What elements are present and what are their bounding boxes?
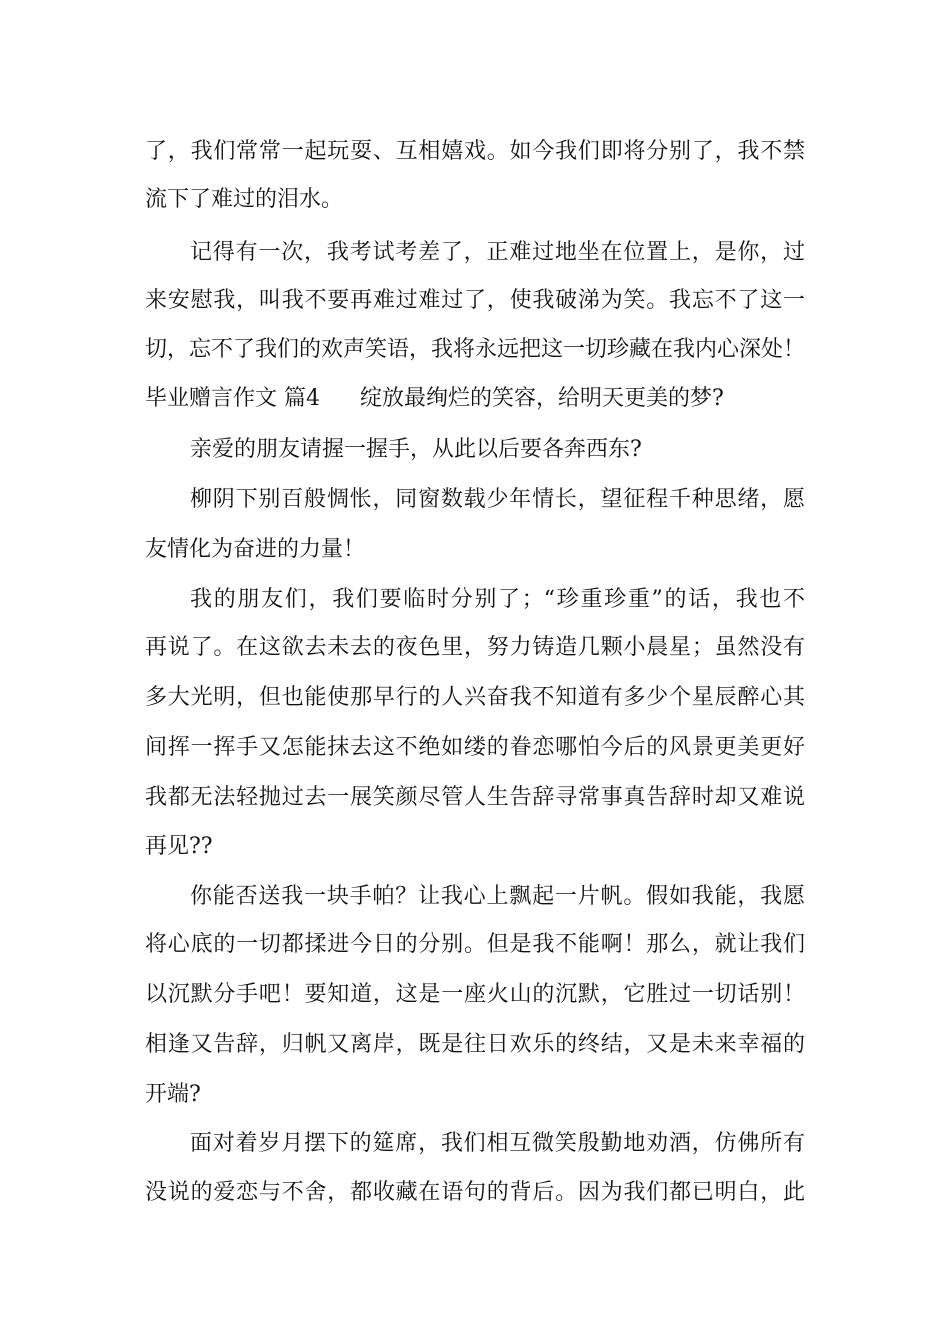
text-line: 没说的爱恋与不舍，都收藏在语句的背后。因为我们都已明白，此 xyxy=(145,1180,805,1205)
text-line: 相逢又告辞，归帆又离岸，既是往日欢乐的终结，又是未来幸福的 xyxy=(145,1032,805,1057)
text-line: 友情化为奋进的力量！ xyxy=(145,537,366,562)
text-line: 多大光明，但也能使那早行的人兴奋我不知道有多少个星辰醉心其 xyxy=(145,685,805,710)
heading-label: 毕业赠言作文 篇4 xyxy=(145,386,320,411)
text-line: 我都无法轻抛过去一展笑颜尽管人生告辞寻常事真告辞时却又难说 xyxy=(145,785,805,810)
text-line: 将心底的一切都揉进今日的分别。但是我不能啊！那么，就让我们 xyxy=(145,932,805,957)
text-line: 再见?? xyxy=(145,834,213,859)
text-line: 我的朋友们，我们要临时分别了；“珍重珍重”的话，我也不 xyxy=(190,587,805,612)
text-line: 记得有一次，我考试考差了，正难过地坐在位置上，是你，过 xyxy=(190,240,805,265)
text-line: 柳阴下别百般惆怅，同窗数载少年情长，望征程千种思绪，愿 xyxy=(190,487,805,512)
text-line: 你能否送我一块手帕？让我心上飘起一片帆。假如我能，我愿 xyxy=(190,884,805,909)
text-line: 再说了。在这欲去未去的夜色里，努力铸造几颗小晨星；虽然没有 xyxy=(145,635,805,660)
text-line: 来安慰我，叫我不要再难过难过了，使我破涕为笑。我忘不了这一 xyxy=(145,288,805,313)
text-line: 切，忘不了我们的欢声笑语，我将永远把这一切珍藏在我内心深处！ xyxy=(145,337,806,362)
text-line: 亲爱的朋友请握一握手，从此以后要各奔西东? xyxy=(190,437,642,462)
text-line: 以沉默分手吧！要知道，这是一座火山的沉默，它胜过一切话别！ xyxy=(145,982,805,1007)
text-line: 间挥一挥手又怎能抹去这不绝如缕的眷恋哪怕今后的风景更美更好 xyxy=(145,735,805,760)
text-line: 面对着岁月摆下的筵席，我们相互微笑殷勤地劝酒，仿佛所有 xyxy=(190,1131,805,1156)
heading-text: 绽放最绚烂的笑容，给明天更美的梦? xyxy=(360,386,724,411)
section-heading xyxy=(145,379,805,419)
text-line: 了，我们常常一起玩耍、互相嬉戏。如今我们即将分别了，我不禁 xyxy=(145,139,805,164)
text-line: 开端? xyxy=(145,1082,201,1107)
text-line: 流下了难过的泪水。 xyxy=(145,187,344,212)
